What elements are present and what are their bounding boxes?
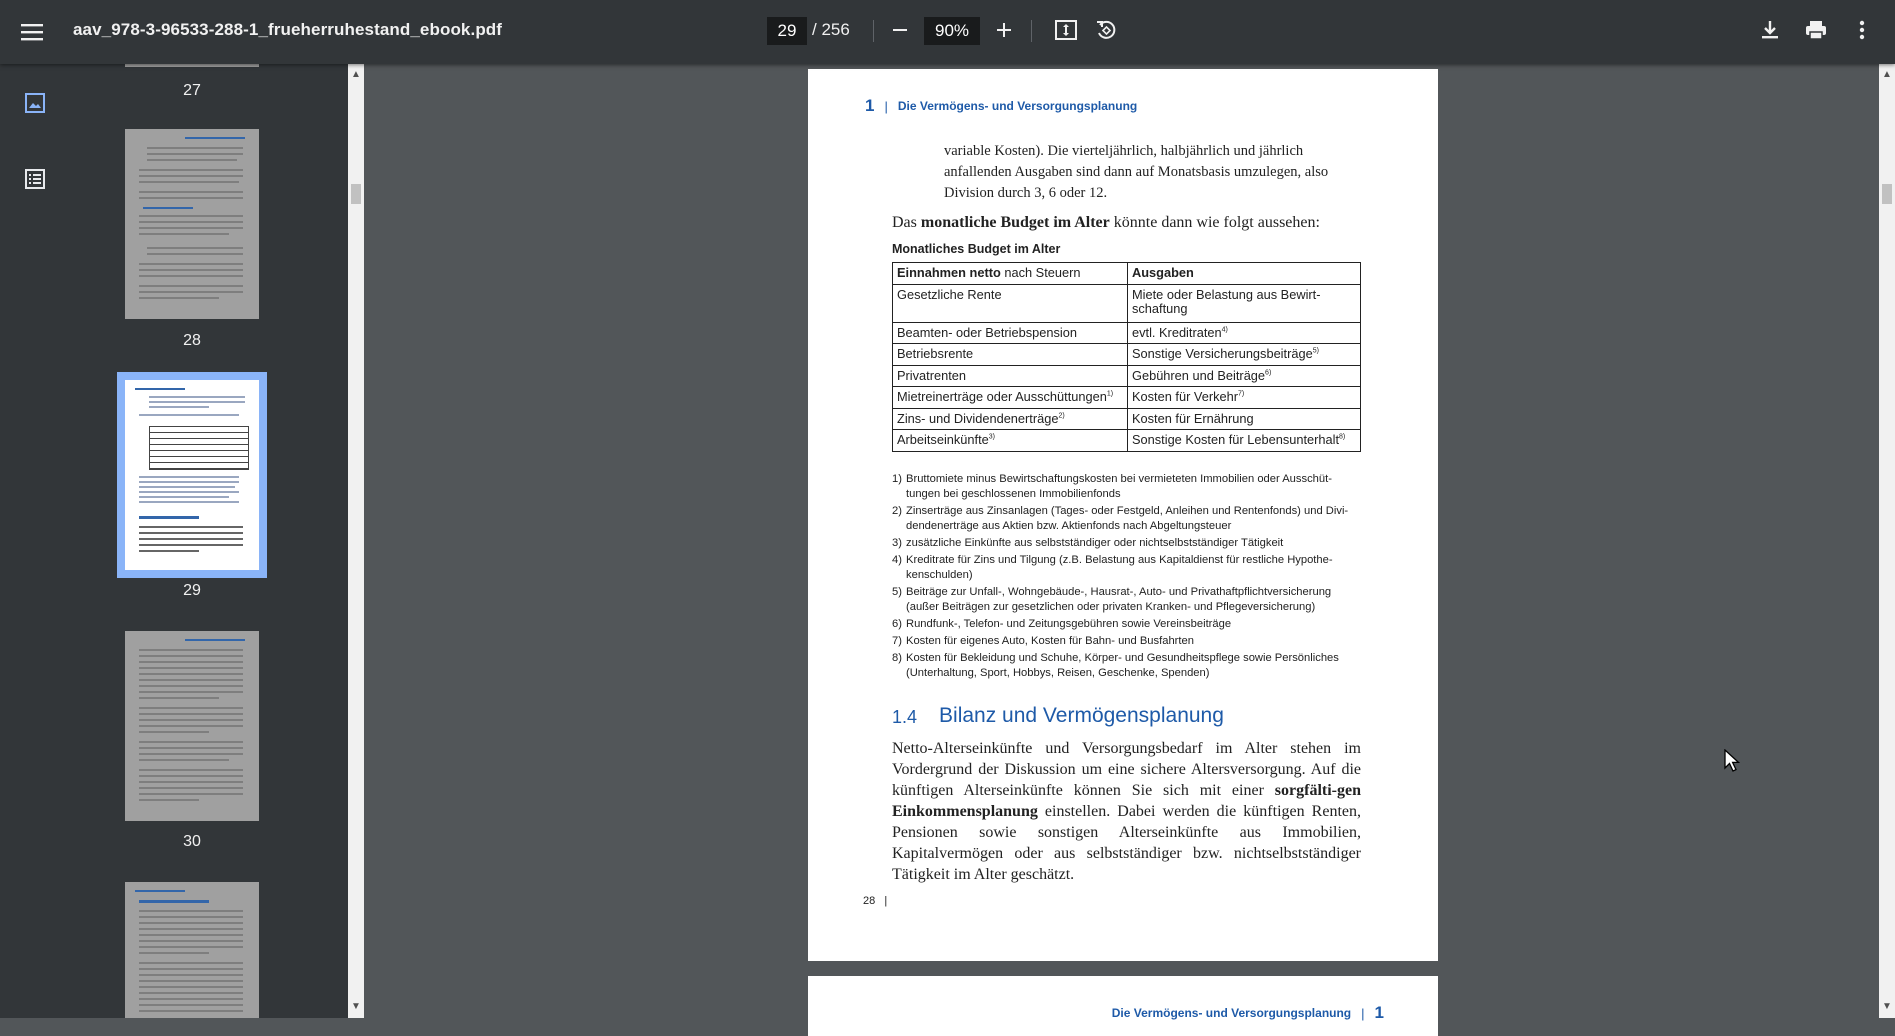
- thumb-line: [147, 159, 237, 161]
- thumb-line: [139, 481, 239, 483]
- footnote-list: [892, 472, 1366, 683]
- header-bold: Einnahmen netto: [897, 265, 1001, 280]
- thumb-line: [139, 291, 243, 293]
- thumb-line: [139, 496, 229, 498]
- chapter-number: 1: [1374, 1003, 1384, 1022]
- footnote: [892, 651, 1366, 681]
- cell-sup: 7): [1238, 390, 1245, 398]
- pdf-page: [808, 69, 1438, 961]
- cell-sup: 6): [1265, 369, 1272, 377]
- cell-text: Sonstige Kosten für Lebensunterhalt: [1132, 432, 1340, 447]
- thumb-line: [139, 952, 209, 954]
- footnote: [892, 504, 1366, 534]
- thumb-line: [139, 169, 243, 171]
- footnote-text: Kosten für eigenes Auto, Kosten für Bahn- und Busfahrten: [906, 635, 1194, 647]
- cell-text: Gebühren und Beiträge: [1132, 367, 1266, 383]
- toolbar-divider: [1031, 20, 1032, 42]
- thumb-header: [135, 890, 185, 892]
- table-header-income: [893, 263, 1128, 285]
- sidebar-scrollbar[interactable]: [348, 64, 364, 1018]
- thumbnails-view-button[interactable]: [18, 86, 52, 120]
- thumb-line: [139, 175, 243, 177]
- footnote: [892, 634, 1366, 649]
- cell-sup: 5): [1312, 347, 1319, 355]
- thumb-line: [139, 476, 239, 478]
- zoom-out-button[interactable]: [884, 14, 916, 46]
- thumb-line: [139, 793, 243, 795]
- plus-icon: [996, 22, 1012, 38]
- table-row: [893, 408, 1361, 430]
- print-icon: [1805, 20, 1827, 40]
- table-cell: [893, 430, 1128, 452]
- footnote-number: 3): [892, 537, 902, 549]
- download-button[interactable]: [1754, 14, 1786, 46]
- thumb-line: [149, 401, 245, 403]
- outline-view-button[interactable]: [18, 162, 52, 196]
- cell-text: Miete oder Belastung aus Bewirt-schaftung: [1132, 286, 1321, 316]
- cell-text: evtl. Kreditraten: [1132, 324, 1222, 340]
- thumb-line: [139, 221, 243, 223]
- thumb-line: [139, 747, 243, 749]
- thumb-line: [139, 297, 219, 299]
- thumb-line: [147, 247, 243, 249]
- cell-text: Gesetzliche Rente: [897, 286, 1002, 302]
- thumb-line: [139, 526, 243, 528]
- running-header: [865, 96, 1137, 116]
- cell-text: Privatrenten: [897, 367, 966, 383]
- table-cell: [893, 284, 1128, 322]
- scroll-down-arrow[interactable]: ▼: [351, 1001, 361, 1012]
- section-title: Bilanz und Vermögensplanung: [939, 704, 1224, 727]
- footnote-text: Zinserträge aus Zinsanlagen (Tages- oder Festgeld, Anleihen und Rentenfonds) und Divi-dendenerträge aus Aktien bzw. Aktienfonds nach Abgeltungsteuer: [906, 505, 1349, 532]
- thumb-header: [139, 900, 209, 903]
- thumbnail-label: 27: [183, 82, 201, 99]
- zoom-in-button[interactable]: [988, 14, 1020, 46]
- cell-text: Beamten- oder Betriebspension: [897, 324, 1077, 340]
- page-thumbnail-28[interactable]: [125, 129, 259, 319]
- toolbar-divider: [873, 20, 874, 42]
- thumb-line: [139, 191, 243, 193]
- page-thumbnail-29[interactable]: [125, 380, 259, 570]
- indented-paragraph: variable Kosten). Die vierteljährlich, halbjährlich und jährlich anfallenden Ausgaben sind dann auf Monatsbasis umzulegen, also Division durch 3, 6 oder 12.: [944, 143, 1329, 201]
- chapter-number: 1: [865, 96, 875, 115]
- section-text: einstellen. Dabei werden die künftigen Renten, Pensionen sowie sonstigen Alterseinkünfte aus Immobilien, Kapitalvermögen oder aus selbstständiger bzw. nichtselbstständiger Tätigkeit im Alter geschätzt.: [892, 803, 1361, 883]
- thumb-line: [139, 946, 243, 948]
- lead-bold: monatliche Budget im Alter: [920, 214, 1110, 231]
- cell-text: Arbeitseinkünfte: [897, 432, 989, 447]
- lead-text: Das: [892, 214, 921, 231]
- thumb-line: [147, 253, 243, 255]
- header-bold: Ausgaben: [1132, 265, 1194, 280]
- running-header: [1112, 1003, 1384, 1023]
- section-heading: [892, 704, 1224, 728]
- table-cell: [893, 387, 1128, 409]
- table-cell: [1128, 408, 1361, 430]
- footnote-text: Kreditrate für Zins und Tilgung (z.B. Belastung aus Kapitaldienst für restliche Hypothe-kenschulden): [906, 554, 1333, 581]
- menu-icon: [21, 23, 43, 41]
- thumb-line: [139, 269, 243, 271]
- thumb-line: [139, 980, 243, 982]
- footnote: [892, 536, 1366, 551]
- thumb-line: [139, 1004, 243, 1006]
- footnote-text: Kosten für Bekleidung und Schuhe, Körper- und Gesundheitspflege sowie Persönliches (Unterhaltung, Sport, Hobbys, Reisen, Geschenke, Spenden): [906, 652, 1339, 679]
- thumb-line: [139, 787, 243, 789]
- thumb-line: [139, 501, 239, 503]
- page-number: 28: [863, 895, 876, 907]
- header-separator: |: [1361, 1005, 1365, 1021]
- thumb-line: [139, 741, 243, 743]
- thumbnails-icon: [25, 93, 45, 113]
- table-row: [893, 430, 1361, 452]
- thumb-line: [139, 713, 243, 715]
- cell-sup: 4): [1221, 326, 1228, 334]
- thumb-line: [139, 940, 243, 942]
- thumb-line: [139, 934, 243, 936]
- thumb-line: [139, 775, 243, 777]
- section-number: 1.4: [892, 707, 918, 727]
- rotate-button[interactable]: [1090, 14, 1122, 46]
- table-caption: Monatliches Budget im Alter: [892, 242, 1061, 256]
- cell-text: Zins- und Dividendenerträge: [897, 410, 1059, 426]
- thumb-line: [139, 181, 239, 183]
- thumb-line: [139, 197, 243, 199]
- thumb-header: [185, 137, 245, 139]
- thumb-line: [139, 275, 243, 277]
- page-thumbnail-30[interactable]: [125, 631, 259, 821]
- thumb-line: [139, 986, 243, 988]
- thumb-line: [139, 928, 243, 930]
- thumbnail-label: 28: [183, 332, 201, 349]
- thumb-line: [139, 538, 243, 540]
- thumb-line: [139, 227, 243, 229]
- thumb-line: [139, 759, 229, 761]
- cell-text: Betriebsrente: [897, 346, 974, 361]
- running-title: Die Vermögens- und Versorgungsplanung: [1111, 1006, 1352, 1020]
- more-vert-icon: [1859, 20, 1865, 40]
- thumb-line: [139, 667, 243, 669]
- footnote: [892, 472, 1366, 502]
- thumb-line: [139, 532, 243, 534]
- running-title: Die Vermögens- und Versorgungsplanung: [897, 99, 1138, 113]
- table-cell: [893, 365, 1128, 387]
- table-header-row: [893, 263, 1361, 285]
- table-cell: [1128, 284, 1361, 322]
- table-row: [893, 322, 1361, 344]
- thumb-line: [139, 661, 243, 663]
- scrollbar-thumb[interactable]: [351, 184, 361, 204]
- scrollbar-thumb[interactable]: [1882, 184, 1892, 204]
- thumb-line: [139, 285, 243, 287]
- table-row: [893, 365, 1361, 387]
- pdf-page-next: [808, 976, 1438, 1036]
- thumb-line: [139, 781, 243, 783]
- scroll-down-arrow[interactable]: ▼: [1882, 1001, 1892, 1012]
- header-rest: nach Steuern: [1000, 265, 1081, 280]
- table-cell: [1128, 430, 1361, 452]
- thumb-line: [139, 655, 243, 657]
- thumb-line: [139, 673, 243, 675]
- thumb-line: [139, 486, 235, 488]
- page-number-input[interactable]: 29: [767, 17, 807, 45]
- more-actions-button[interactable]: [1846, 14, 1878, 46]
- table-cell: [893, 408, 1128, 430]
- page-thumbnail-27-edge: [125, 64, 259, 67]
- footnote-number: 6): [892, 618, 902, 630]
- thumb-line: [139, 968, 243, 970]
- footnote: [892, 553, 1366, 583]
- footer-separator: |: [884, 895, 888, 907]
- thumb-line: [139, 215, 243, 217]
- footnote-number: 8): [892, 652, 902, 664]
- table-cell: [1128, 322, 1361, 344]
- print-button[interactable]: [1800, 14, 1832, 46]
- table-cell: [1128, 387, 1361, 409]
- thumb-line: [139, 414, 239, 416]
- section-text: Netto-Alterseinkünfte und Versorgungsbedarf im Alter stehen im Vordergrund der Diskussion um eine sichere Altersversorgung. Auf die künftigen Alterseinkünfte können Sie sich mit einer: [892, 740, 1361, 799]
- document-scrollbar[interactable]: [1879, 64, 1895, 1018]
- cell-text: Kosten für Ernährung: [1132, 410, 1254, 426]
- page-total: / 256: [812, 20, 850, 39]
- footnote-number: 1): [892, 473, 902, 485]
- table-cell: [893, 322, 1128, 344]
- thumb-line: [139, 491, 239, 493]
- thumb-line: [139, 799, 199, 801]
- thumb-header: [143, 207, 193, 209]
- thumb-line: [139, 753, 243, 755]
- cell-sup: 8): [1339, 433, 1346, 441]
- thumb-line: [139, 707, 243, 709]
- scroll-up-arrow[interactable]: ▲: [1882, 69, 1892, 80]
- scroll-up-arrow[interactable]: ▲: [351, 69, 361, 80]
- cell-text: Mietreinerträge oder Ausschüttungen: [897, 389, 1107, 404]
- header-separator: |: [884, 98, 888, 114]
- fit-page-button[interactable]: [1050, 14, 1082, 46]
- table-cell: [1128, 344, 1361, 366]
- thumb-line: [139, 1010, 243, 1012]
- thumb-line: [139, 697, 219, 699]
- thumb-line: [139, 263, 243, 265]
- rotate-icon: [1095, 19, 1117, 41]
- cell-sup: 1): [1106, 390, 1114, 398]
- thumb-line: [139, 992, 243, 994]
- footnote-text: Rundfunk-, Telefon- und Zeitungsgebühren sowie Vereinsbeiträge: [906, 618, 1232, 630]
- thumb-line: [139, 962, 243, 964]
- thumb-line: [139, 233, 229, 235]
- thumb-line: [139, 725, 243, 727]
- thumbnail-label: 29: [183, 582, 201, 599]
- pdf-toolbar: [0, 0, 1895, 64]
- document-title: aav_978-3-96533-288-1_frueherruhestand_ebook.pdf: [73, 20, 503, 39]
- zoom-input[interactable]: 90%: [924, 17, 980, 45]
- cell-text: Kosten für Verkehr: [1132, 389, 1238, 404]
- thumb-line: [139, 544, 243, 546]
- thumb-line: [139, 550, 199, 552]
- download-icon: [1761, 20, 1779, 40]
- thumb-line: [139, 916, 243, 918]
- minus-icon: [892, 22, 908, 38]
- footnote-number: 4): [892, 554, 902, 566]
- thumb-line: [149, 406, 209, 408]
- lead-sentence: [892, 214, 1320, 232]
- thumb-line: [139, 649, 243, 651]
- section-bold: sorgfälti-gen Einkommensplanung: [892, 782, 1361, 820]
- thumb-table: [149, 426, 249, 470]
- thumb-line: [139, 974, 243, 976]
- thumbnail-sidebar: [0, 64, 348, 1018]
- footnote: [892, 617, 1366, 632]
- footnote-number: 2): [892, 505, 902, 517]
- thumb-line: [139, 769, 243, 771]
- cell-sup: 2): [1058, 412, 1065, 420]
- thumb-line: [147, 147, 243, 149]
- table-row: [893, 284, 1361, 322]
- fit-page-icon: [1055, 20, 1077, 40]
- page-footer: [863, 895, 887, 907]
- thumb-line: [139, 731, 209, 733]
- outline-icon: [25, 169, 45, 189]
- thumb-line: [149, 396, 245, 398]
- thumb-line: [139, 719, 243, 721]
- table-header-expenses: [1128, 263, 1361, 285]
- thumb-line: [139, 679, 243, 681]
- page-thumbnail-31[interactable]: [125, 882, 259, 1018]
- cell-sup: 3): [988, 433, 995, 441]
- table-cell: [1128, 365, 1361, 387]
- table-cell: [893, 344, 1128, 366]
- table-row: [893, 387, 1361, 409]
- table-row: [893, 344, 1361, 366]
- budget-table: [892, 262, 1361, 452]
- thumb-line: [139, 998, 243, 1000]
- thumbnail-label: 30: [183, 833, 201, 850]
- thumb-line: [139, 910, 243, 912]
- footnote-number: 7): [892, 635, 902, 647]
- footnote: [892, 585, 1366, 615]
- footnote-text: zusätzliche Einkünfte aus selbstständiger oder nichtselbstständiger Tätigkeit: [906, 537, 1284, 549]
- thumb-line: [139, 922, 243, 924]
- section-paragraph: [892, 738, 1361, 885]
- thumb-header: [135, 388, 185, 390]
- cell-text: Sonstige Versicherungsbeiträge: [1132, 346, 1313, 361]
- thumb-line: [139, 691, 243, 693]
- footnote-number: 5): [892, 586, 902, 598]
- lead-text: könnte dann wie folgt aussehen:: [1109, 214, 1320, 231]
- thumb-header: [139, 516, 199, 519]
- thumb-line: [147, 153, 243, 155]
- mouse-cursor-icon: [1724, 749, 1740, 778]
- thumb-header: [185, 639, 245, 641]
- thumb-line: [139, 685, 243, 687]
- footnote-text: Bruttomiete minus Bewirtschaftungskosten bei vermieteten Immobilien oder Ausschüt-tungen bei geschlossenen Immobilienfonds: [906, 473, 1332, 500]
- footnote-text: Beiträge zur Unfall-, Wohngebäude-, Hausrat-, Auto- und Privathaftpflichtversicherung (außer Beiträgen zur gesetzlichen oder privaten Kranken- und Pflegeversicherung): [906, 586, 1332, 613]
- menu-button[interactable]: [12, 12, 52, 52]
